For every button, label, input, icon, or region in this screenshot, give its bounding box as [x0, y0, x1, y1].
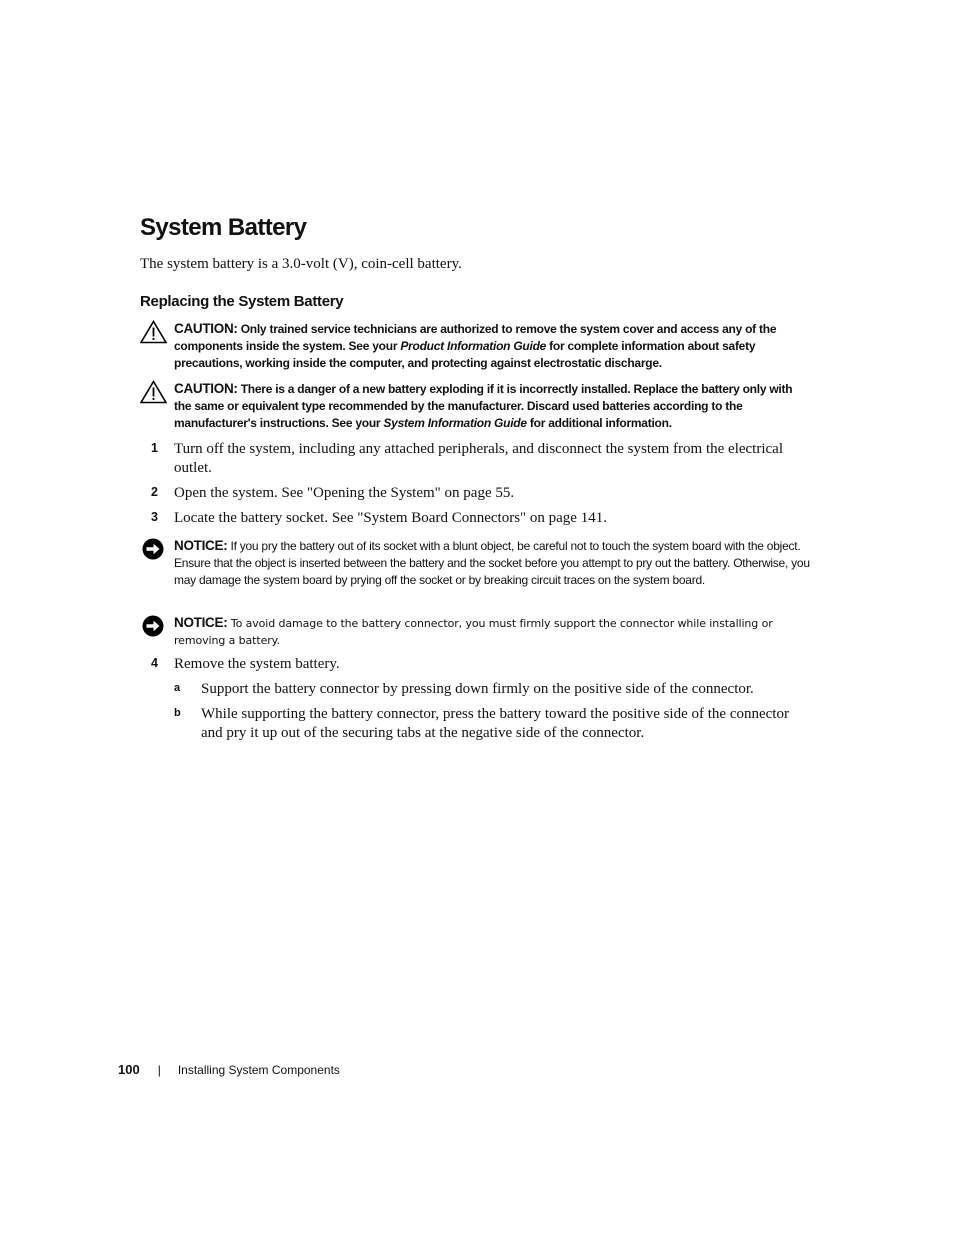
step-number: 2 [151, 485, 158, 499]
system-information-guide-ref: System Information Guide [383, 416, 527, 430]
notice-block-1 [140, 537, 812, 589]
caution-text-1 [174, 320, 812, 372]
caution-text-before: Only trained service technicians are authorized to remove the system cover and access any of the components inside the system. See your [174, 322, 777, 353]
intro-paragraph: The system battery is a 3.0-volt (V), coin-cell battery. [140, 256, 462, 272]
caution-block-2 [140, 380, 812, 432]
step-1 [140, 440, 820, 478]
page-title: System Battery [140, 214, 307, 241]
substep-letter: a [174, 682, 181, 694]
footer-separator: | [157, 1063, 161, 1077]
section-heading: Replacing the System Battery [140, 293, 344, 310]
step-text: Locate the battery socket. See "System Board Connectors" on page 141. [174, 510, 607, 526]
page-footer [118, 1062, 340, 1078]
warning-triangle-icon [140, 320, 167, 344]
caution-text-after: for complete information about safety precautions, working inside the computer, and protecting against electrostatic discharge. [174, 339, 756, 370]
caution-label: CAUTION: [174, 321, 238, 336]
step-3 [140, 509, 820, 528]
notice-text-1 [174, 537, 812, 589]
step-number: 1 [151, 441, 158, 455]
caution-label: CAUTION: [174, 381, 238, 396]
notice-text-2 [174, 614, 812, 649]
step-4 [140, 655, 820, 674]
substep-text: Support the battery connector by pressing down firmly on the positive side of the connector. [201, 681, 754, 697]
substep-text: While supporting the battery connector, press the battery toward the positive side of the connector and pry it up out of the securing tabs at the negative side of the connector. [201, 706, 789, 741]
chapter-title: Installing System Components [177, 1063, 340, 1077]
substep-a [174, 680, 794, 699]
caution-block-1 [140, 320, 812, 372]
caution-text-after: for additional information. [529, 416, 672, 430]
step-number: 4 [151, 656, 158, 670]
substep-letter: b [174, 707, 181, 719]
step-text: Remove the system battery. [174, 656, 340, 672]
page-number: 100 [118, 1062, 140, 1077]
notice-body: If you pry the battery out of its socket with a blunt object, be careful not to touch the system board with the object. Ensure that the object is inserted between the battery and the socket before you attempt to pry out the battery. Otherwise, you may damage the system board by prying off the socket or by breaking circuit traces on the system board. [174, 539, 810, 587]
step-2 [140, 484, 820, 503]
step-text: Open the system. See "Opening the System" on page 55. [174, 485, 515, 501]
caution-text-2 [174, 380, 812, 432]
notice-body: To avoid damage to the battery connector, you must firmly support the connector while installing or removing a battery. [174, 617, 773, 647]
warning-triangle-icon [140, 380, 167, 404]
notice-arrow-icon [140, 614, 167, 638]
caution-text-before: There is a danger of a new battery exploding if it is incorrectly installed. Replace the battery only with the same or equivalent type recommended by the manufacturer. Discard used batteries according to the manufacturer's instructions. See your [174, 382, 793, 430]
product-information-guide-ref: Product Information Guide [400, 339, 547, 353]
notice-label: NOTICE: [174, 538, 228, 553]
notice-label: NOTICE: [174, 615, 228, 630]
substep-b [174, 705, 794, 743]
notice-block-2 [140, 614, 812, 649]
notice-arrow-icon [140, 537, 167, 561]
step-number: 3 [151, 510, 158, 524]
step-text: Turn off the system, including any attached peripherals, and disconnect the system from the electrical outlet. [174, 441, 783, 476]
